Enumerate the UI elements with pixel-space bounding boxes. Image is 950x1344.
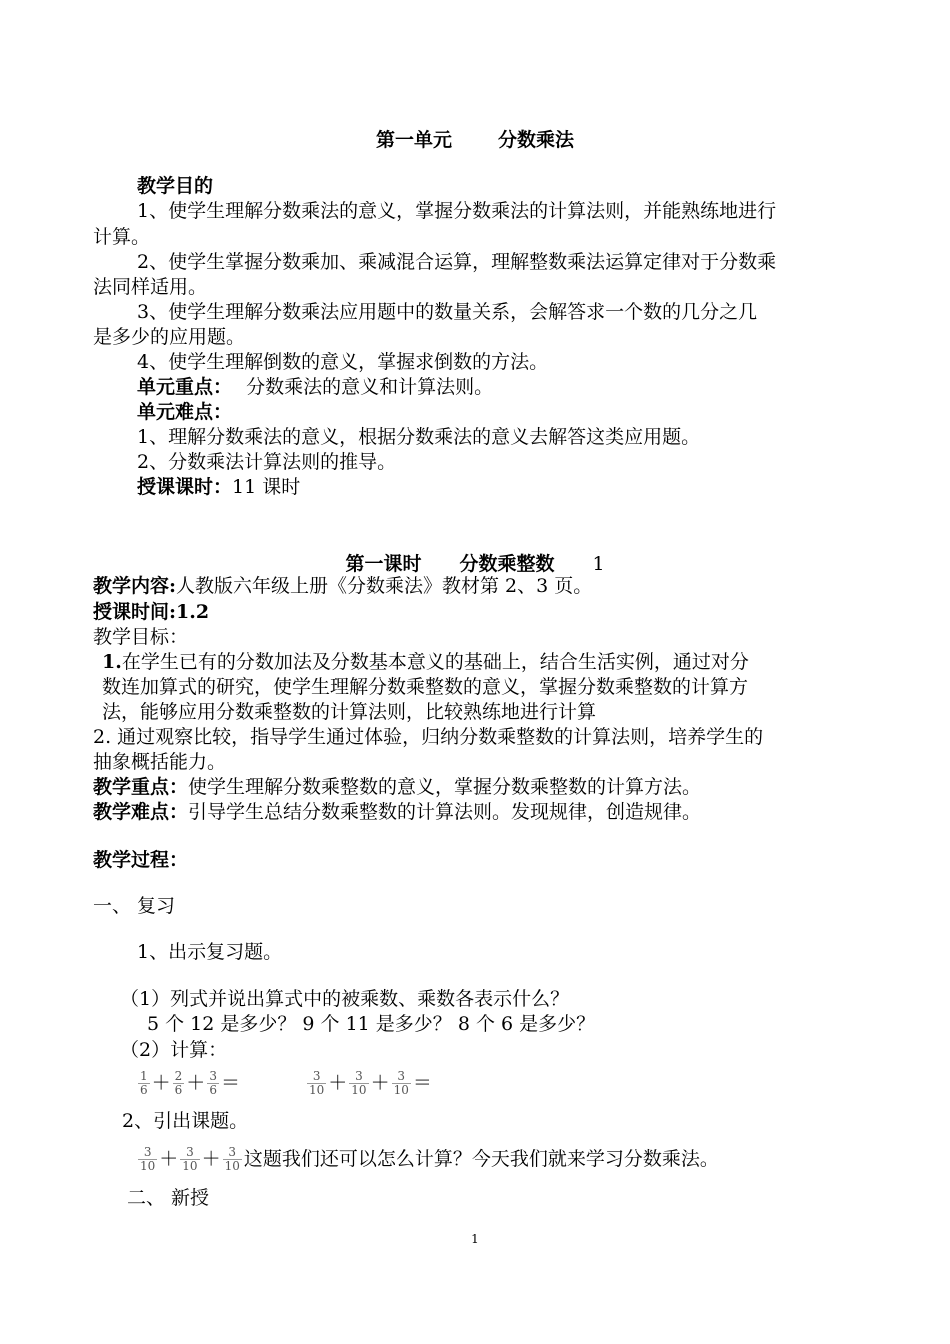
lesson-content xyxy=(93,574,592,598)
numerator: 3 xyxy=(355,1068,363,1083)
fraction-expression-sixths xyxy=(137,1064,241,1101)
process-heading: 教学过程： xyxy=(93,849,189,871)
numerator: 3 xyxy=(312,1068,321,1083)
unit-difficulty-2: 2、分数乘法计算法则的推导。 xyxy=(137,451,397,473)
lesson-goal-2-line-1: 2. 通过观察比较，指导学生通过体验，归纳分数乘整数的计算法则，培养学生的 xyxy=(93,726,764,748)
numerator: 3 xyxy=(143,1144,152,1159)
fraction xyxy=(207,1070,219,1097)
objective-3-line-2: 是多少的应用题。 xyxy=(93,326,246,348)
review-question-1-items: 5 个 12 是多少？ 9 个 11 是多少？ 8 个 6 是多少？ xyxy=(147,1013,596,1035)
lesson-title-number: 1 xyxy=(592,553,605,575)
unit-title-part2: 分数乘法 xyxy=(498,129,575,151)
numerator: 3 xyxy=(186,1144,194,1159)
unit-difficulty-label: 单元难点： xyxy=(137,401,233,423)
section-new-lesson: 二、 新授 xyxy=(127,1187,210,1209)
unit-key-label: 单元重点： xyxy=(137,376,233,398)
denominator: 10 xyxy=(182,1158,198,1173)
unit-difficulty-1: 1、理解分数乘法的意义，根据分数乘法的意义去解答这类应用题。 xyxy=(137,426,701,448)
lesson-title xyxy=(0,549,950,576)
plus-sign: ＋ xyxy=(151,1072,171,1094)
denominator: 6 xyxy=(209,1082,217,1097)
lesson-time-label: 授课时间: xyxy=(93,601,177,623)
unit-hours-label: 授课课时： xyxy=(137,476,233,498)
unit-hours-text: 11 课时 xyxy=(232,476,301,498)
fraction xyxy=(349,1070,368,1097)
lesson-goal-1-line-1 xyxy=(102,650,749,674)
lesson-key-text: 使学生理解分数乘整数的意义，掌握分数乘整数的计算方法。 xyxy=(188,776,702,798)
unit-key-points xyxy=(137,375,493,399)
review-step-1: 1、出示复习题。 xyxy=(137,941,283,963)
lesson-difficulty-label: 教学难点： xyxy=(93,801,189,823)
intro-question-text: 这题我们还可以怎么计算？今天我们就来学习分数乘法。 xyxy=(243,1148,719,1170)
review-question-1: （1）列式并说出算式中的被乘数、乘数各表示什么？ xyxy=(120,988,570,1010)
section-review: 一、 复习 xyxy=(93,895,176,917)
objective-1-line-2: 计算。 xyxy=(93,226,151,248)
denominator: 10 xyxy=(309,1082,325,1097)
objective-4: 4、使学生理解倒数的意义，掌握求倒数的方法。 xyxy=(137,351,549,373)
equals-sign: ＝ xyxy=(220,1072,240,1094)
plus-sign: ＋ xyxy=(159,1148,179,1170)
unit-key-text: 分数乘法的意义和计算法则。 xyxy=(246,376,494,398)
numerator: 2 xyxy=(174,1068,183,1083)
fraction-expression-tenths xyxy=(306,1064,433,1101)
lesson-time xyxy=(93,600,209,624)
lesson-time-text: 1.2 xyxy=(176,601,210,623)
fraction xyxy=(307,1070,326,1097)
fraction xyxy=(180,1146,199,1173)
lesson-title-part2: 分数乘整数 xyxy=(459,553,555,575)
lesson-title-part1: 第一课时 xyxy=(345,553,422,575)
fraction-expression-intro xyxy=(137,1140,720,1177)
lesson-key-label: 教学重点： xyxy=(93,776,189,798)
lesson-goals-heading: 教学目标： xyxy=(93,626,189,648)
equals-sign: ＝ xyxy=(412,1072,432,1094)
unit-hours xyxy=(137,475,300,499)
plus-sign: ＋ xyxy=(186,1072,206,1094)
plus-sign: ＋ xyxy=(370,1072,390,1094)
denominator: 6 xyxy=(174,1082,183,1097)
objective-3-line-1: 3、使学生理解分数乘法应用题中的数量关系，会解答求一个数的几分之几 xyxy=(137,301,758,323)
objective-2-line-2: 法同样适用。 xyxy=(93,276,208,298)
fraction xyxy=(138,1070,150,1097)
unit-title xyxy=(0,125,950,152)
lesson-key-points xyxy=(93,775,701,799)
objective-1-line-1: 1、使学生理解分数乘法的意义，掌握分数乘法的计算法则，并能熟练地进行 xyxy=(137,200,777,222)
numerator: 3 xyxy=(397,1068,406,1083)
lesson-difficulty-text: 引导学生总结分数乘整数的计算法则。发现规律，创造规律。 xyxy=(188,801,702,823)
lesson-difficulty xyxy=(93,800,701,824)
lesson-content-text: 人教版六年级上册《分数乘法》教材第 2、3 页。 xyxy=(176,575,593,597)
page-number: 1 xyxy=(471,1232,479,1246)
fraction xyxy=(173,1070,185,1097)
denominator: 10 xyxy=(224,1158,240,1173)
fraction xyxy=(138,1146,157,1173)
plus-sign: ＋ xyxy=(328,1072,348,1094)
lesson-goal-1-text: 在学生已有的分数加法及分数基本意义的基础上，结合生活实例，通过对分 xyxy=(121,651,749,673)
numerator: 3 xyxy=(209,1068,217,1083)
numerator: 3 xyxy=(228,1144,237,1159)
objectives-heading: 教学目的 xyxy=(137,175,214,197)
unit-title-part1: 第一单元 xyxy=(375,129,452,151)
denominator: 10 xyxy=(140,1158,156,1173)
fraction xyxy=(223,1146,242,1173)
plus-sign: ＋ xyxy=(201,1148,221,1170)
lesson-goal-1-line-3: 法，能够应用分数乘整数的计算法则，比较熟练地进行计算 xyxy=(102,701,597,723)
review-step-2: 2、引出课题。 xyxy=(122,1110,249,1132)
objective-2-line-1: 2、使学生掌握分数乘加、乘减混合运算，理解整数乘法运算定律对于分数乘 xyxy=(137,251,777,273)
review-question-2: （2）计算： xyxy=(120,1039,228,1061)
numerator: 1 xyxy=(140,1068,148,1083)
lesson-content-label: 教学内容: xyxy=(93,575,177,597)
denominator: 10 xyxy=(351,1082,367,1097)
denominator: 10 xyxy=(393,1082,409,1097)
lesson-goal-2-line-2: 抽象概括能力。 xyxy=(93,751,227,773)
lesson-goal-1-line-2: 数连加算式的研究，使学生理解分数乘整数的意义，掌握分数乘整数的计算方 xyxy=(102,676,749,698)
fraction xyxy=(392,1070,411,1097)
lesson-goal-1-number: 1. xyxy=(102,651,122,673)
denominator: 6 xyxy=(140,1082,148,1097)
